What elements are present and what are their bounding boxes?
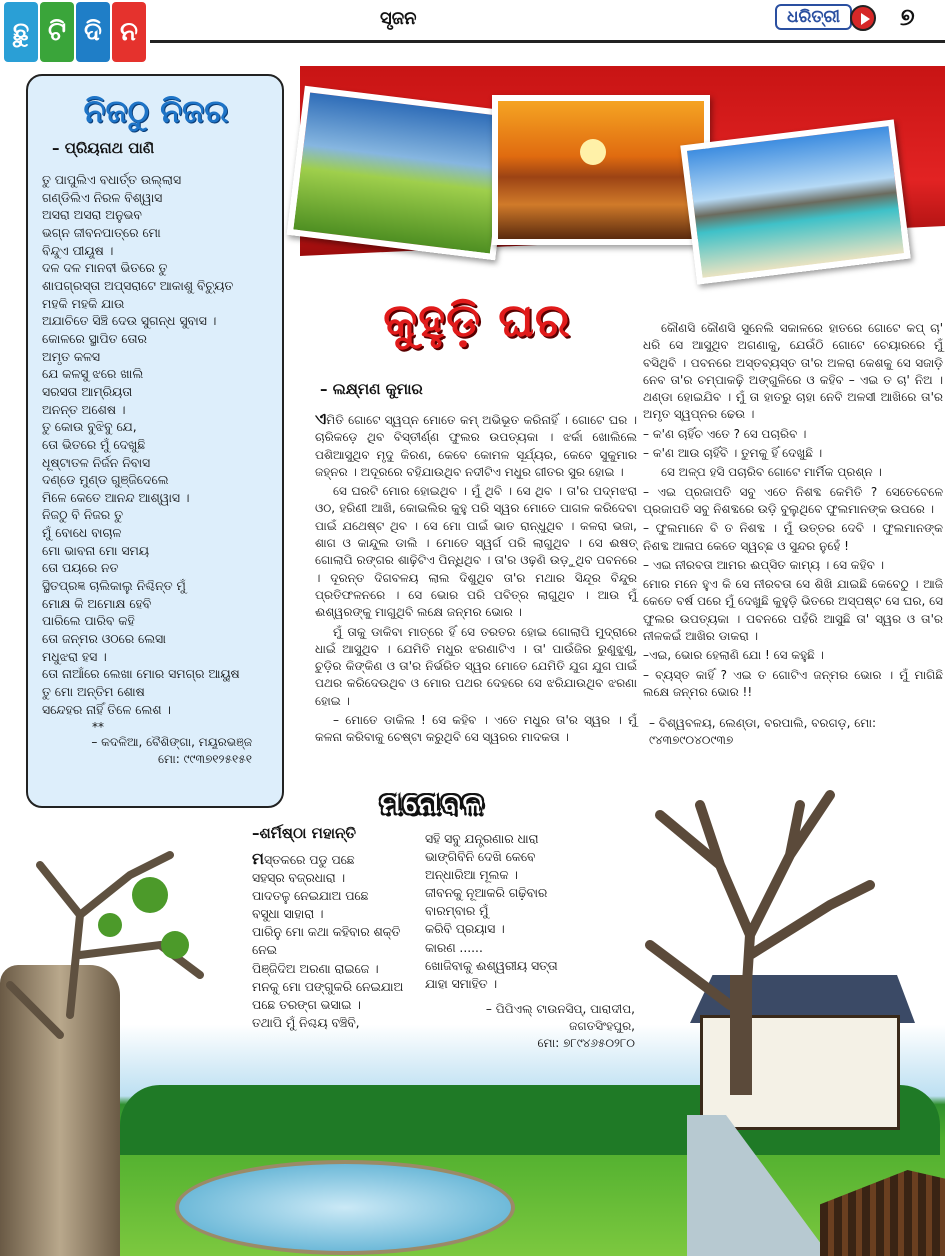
poem2-line-text: ସହସ୍ର ବଜ୍ରଧାରା । — [252, 871, 345, 886]
poem-box — [26, 74, 284, 808]
poem2-line-text: ପାଦତଳୁ ନେଇଯାଅ ପଛେ — [252, 889, 369, 904]
poem2-line — [252, 850, 422, 869]
poem-line: କୋଳରେ ସ୍ଥାପିତ ତୋର — [42, 330, 147, 346]
article-column-2 — [643, 320, 943, 749]
poem-line: ମଧୁଝରା ହସ । — [42, 648, 107, 664]
poem2-credit-place: – ପିପିଏଲ୍ ଟାଉନସିପ୍, ପାରାଦୀପ, — [485, 1001, 635, 1016]
poem2-line-text: ମନକୁ ମୋ ପଙ୍ଗୁକରି ନେଇଯାଅ — [252, 979, 404, 994]
poem-line: ଅଯାଚିତେ ସିଞ୍ଚି ଦେଉ ସୁଗନ୍ଧ ସୁବାସ । — [42, 313, 217, 329]
article-paragraph — [315, 410, 637, 481]
poem-credit-phone: ମୋ: ୯୯୩୭୧୨୫୧୫୧ — [158, 752, 252, 767]
poem-author: – ପ୍ରିୟନାଥ ପାଣି — [52, 139, 155, 157]
poem2-credit-district: ଜଗତସିଂହପୁର, — [569, 1018, 635, 1033]
poem2-line — [252, 978, 422, 996]
article-paragraph: – ବ୍ୟସ୍ତ କାହିଁ ? ଏଇ ତ ଗୋଟିଏ ଜନ୍ମର ଭୋର । ମୁଁ ମାଗିଛି ଲକ୍ଷେ ଜନ୍ମର ଭୋର !! — [643, 667, 943, 699]
poem-line: ତୁ ମୋ ଅନ୍ତିମ ଶୋଷ — [42, 684, 145, 700]
section-title: ସୃଜନ — [380, 8, 417, 29]
poem2-line-text: ତଥାପି ମୁଁ ନିଶ୍ଚୟ ବଞ୍ଚିବି, — [252, 1015, 360, 1030]
article-author: – ଲକ୍ଷ୍ମଣ କୁମାର — [320, 380, 423, 398]
poem-line: ତୋ ଜନ୍ମର ଓଠରେ ଲେସା — [42, 631, 166, 647]
sun-graphic — [580, 139, 606, 165]
paragraph-text: ମିତି ଗୋଟେ ସ୍ୱପ୍ନ ମୋତେ କମ୍ ଅଭିଭୂତ କରିନାହିଁ । ଗୋଟେ ଘର । ଚାରିକଡ଼େ ଥିବ ବିସ୍ତୀର୍ଣ୍ଣ ଫୁଲର ଉପତ୍ୟକା । ଝର୍କା ଖୋଲିଲେ ପଶିଆସୁଥିବ ମୃଦୁ କିରଣ, କେବେ କୋମଳ ସୂର୍ଯ୍ୟର, କେବେ ସୁକୁମାର ଜହ୍ନର । ଅଦୂରରେ ବହିଯାଉଥିବ ନଦୀଟିଏ ମଧୁର ଗୀତର ସୁର ହୋଇ । — [315, 413, 637, 479]
poem2-line — [252, 996, 422, 1014]
poem2-line — [252, 905, 422, 923]
sunset-photo — [492, 95, 710, 245]
poem-line: ତୋ ପୟରେ ନତ — [42, 560, 119, 576]
poem-line: ଦଳ ଦଳ ମାନବୀ ଭିତରେ ତୁ — [42, 260, 168, 276]
poem-line: ମୋ ଭାବନା ମୋ ସମୟ — [42, 542, 149, 558]
poem2-line: ସହି ସବୁ ଯନ୍ତ୍ରଣାର ଧାରା — [425, 832, 539, 846]
poem-line: ଦଣ୍ଡେ ମୁଣ୍ଡ ଗୁଞ୍ଜିଦେଲେ — [42, 472, 169, 488]
bare-tree — [600, 775, 880, 1095]
poem-line: ତୁ ପାପୁଲିଏ ବଧାର୍ତ୍ତ ଉଲ୍ଲାସ — [42, 172, 182, 187]
poem-line: ପାରିଲେ ପାରିବ କହି — [42, 613, 135, 629]
article-title: କୁହୁଡ଼ି ଘର — [383, 293, 571, 347]
paragraph-text: ମୁଁ ତାକୁ ଡାକିବା ମାତ୍ରେ ହିଁ ସେ ତରତର ହୋଇ ଗୋଲାପି ମୁଦ୍ରାରେ ଧାଇଁ ଆସୁଥିବ । ଯେମିତି ମଧୁର ଝରଣାଟିଏ । ତା' ପାଉଁଜିର ରୁଣୁଝୁଣୁ, ଚୁଡ଼ିର କିଙ୍କିଣ ଓ ତା'ର ନିର୍ଭରିତ ସ୍ୱର ମୋତେ ଯେମିତି ଯୁଗ ଯୁଗ ପାଇଁ ପଥର କରିଦେଉଥିବ ଓ ମୋର ପଥର ଦେହରେ ସେ ଝରିଯାଉଥିବ ଝରଣା ହୋଇ । — [315, 624, 637, 708]
poem2-line — [252, 869, 422, 887]
poem-line: ତୋ ନାଆଁରେ ଲେଖା ମୋର ସମଗ୍ର ଆୟୁଷ — [42, 666, 240, 682]
article-paragraph: ସେ ଅଳ୍ପ ହସି ପଚାରିବ ଗୋଟେ ମାର୍ମିକ ପ୍ରଶ୍ନ । — [661, 465, 882, 480]
poem-line: ବିନ୍ଦୁଏ ପୀୟୂଷ । — [42, 242, 114, 258]
poem-line: ଅମୃତ କଳସ — [42, 348, 100, 364]
poem-line: ମୁଁ ବୋଧେ ବାଚାଳ — [42, 525, 122, 541]
poem-line: ଧୂଷ୍ଟାତଳ ନିର୍ଜନ ନିବାସ — [42, 454, 151, 470]
poem2-line: ଅନ୍ଧାରିଆ ମୂଲକ । — [425, 868, 518, 883]
poem2-line-text: ପାରିନୁ ମୋ କଥା କହିବାର ଶକ୍ତି — [252, 925, 401, 940]
play-icon — [850, 5, 876, 31]
poem-line: ସରସତା ଆମ୍ରିୟତା — [42, 383, 133, 399]
poem-line: ଭଗ୍ନ ଜୀବନପାତ୍ରେ ମୋ — [42, 224, 161, 240]
paragraph-text: – ମୋତେ ଡାକିଲ ! ସେ କହିବ । ଏତେ ମଧୁର ତା'ର ସ୍ୱର । ମୁଁ କଳନା କରିବାକୁ ଚେଷ୍ଟା କରୁଥିବି ସେ ସ୍ୱରର ମାଦକତା । — [315, 713, 637, 745]
poem2-line — [252, 887, 422, 905]
newspaper-logo: ଧରିତ୍ରୀ — [775, 4, 852, 30]
article-paragraph — [315, 483, 637, 621]
poem2-title: ମନୋବଳ — [380, 787, 485, 820]
poem-line: ଶାପଗ୍ରସ୍ତା ଅପ୍ସରାଟେ ଆକାଶୁ ବିଚ୍ୟୁତ — [42, 277, 234, 293]
page-number: ୭ — [900, 3, 915, 31]
article-paragraph: – ଏଇ ପ୍ରଜାପତି ସବୁ ଏତେ ନିଶବ୍ଦ କେମିତି ? ସେତେବେଳେ ପ୍ରଜାପତି ସବୁ ନିଶବ୍ଦରେ ଉଡ଼ି ବୁଲୁଥିବେ ଫୁଲମାନଙ୍କ ଉପରେ । — [643, 484, 943, 516]
poem2-author: –ଶର୍ମିଷ୍ଠା ମହାନ୍ତି — [252, 824, 357, 842]
poem2-line: ଖୋଜିବାକୁ ଈଶ୍ୱରୀୟ ସତ୍ତା — [425, 958, 558, 973]
poem2-credit-phone: ମୋ: ୭୮୯୪୬୫୦୨୮୦ — [537, 1035, 635, 1050]
poem2-line-text: ସ୍ତକରେ ପଡୁ ପଛେ — [263, 853, 355, 867]
article-column-1 — [315, 410, 637, 749]
brand-letter: ଛୁ — [4, 2, 38, 62]
poem2-line-text: ନେଇ — [252, 943, 277, 958]
drop-cap: ମ — [252, 849, 264, 868]
poem2-line: ଭାଙ୍ଗିବିନି ଦେଖି କେବେ — [425, 850, 536, 865]
poem-line: ତୁ କୋଉ ବୁଝିବୁ ଯେ, — [42, 419, 137, 435]
article-paragraph: କୌଣସି କୌଣସି ସୁନେଲି ସକାଳରେ ହାତରେ ଗୋଟେ କପ୍ ଚା' ଧରି ସେ ଆସୁଥିବ ଅଗଣାକୁ, ଯେଉଁଠି ଗୋଟେ ଚେୟାରରେ ମୁଁ ବସିଥିବି । ପବନରେ ଅସ୍ତବ୍ୟସ୍ତ ତା'ର ଅଳରା କେଶକୁ ସେ ସଜାଡ଼ି ନେବ ତା'ର ଚମ୍ପାକଢ଼ି ଅଙ୍ଗୁଳିରେ ଓ କହିବ – ଏଇ ତ ଚା' ନିଅ । ଥଣ୍ଡା ହୋଇଯିବ । ମୁଁ ତା ହାତରୁ ଚାହା ନେବି ଅଳସୀ ଆଖିରେ ତା'ର ଅମୃତ ସ୍ୱପ୍ନର ଢେଉ । — [643, 321, 943, 422]
bare-branches — [0, 835, 230, 1256]
article-paragraph — [315, 712, 637, 747]
brand-letter: ନ — [112, 2, 146, 62]
poem-title: ନିଜଠୁ ନିଜର — [83, 92, 229, 130]
poem-credit-place: – କଦଳିଆ, ବୈଶିଙ୍ଗା, ମୟୂରଭଞ୍ଜ — [91, 735, 252, 750]
article-paragraph: – ଏଇ ନୀରବତା ଆମର ଈପ୍ସିତ କାମ୍ୟ । ସେ କହିବ । — [643, 557, 885, 572]
garden-bench — [820, 1170, 945, 1256]
poem2-line: ଜୀବନକୁ ନୂଆକରି ଗଢ଼ିବାର — [425, 886, 548, 901]
poem2-line-text: ପିଞ୍ଜିଦିଅ ଅରଣା ରାଇଜେ । — [252, 961, 379, 976]
brand-letter: ଦି — [76, 2, 110, 62]
poem-line: ସ୍ଥିତପ୍ରଜ୍ଞ ଚାଲିକାଲୁ ନିଶ୍ଚିନ୍ତ ମୁଁ — [42, 578, 186, 594]
poem-line: ମିଳେ କେତେ ଆନନ୍ଦ ଆଶ୍ୱାସ । — [42, 489, 190, 505]
poem2-lines — [425, 830, 635, 993]
poem-line: ମହକି ମହକି ଯାଉ — [42, 295, 125, 311]
poem2-column-1 — [252, 850, 422, 1032]
article-paragraph: –ଏଇ, ଭୋର ହେଲାଣି ଯୋ ! ସେ କହୁଛି । — [643, 648, 824, 663]
masthead-rule — [150, 40, 945, 43]
poem2-line-text: ବସୁଧା ସାହାରା । — [252, 907, 324, 922]
poem-separator: ** — [92, 720, 104, 735]
paragraph-text: ସେ ଘରଟି ମୋର ହୋଇଥିବ । ମୁଁ ଥିବି । ସେ ଥିବ । ତା'ର ପଦ୍ମଝରା ଓଠ, ହରିଣୀ ଆଖି, କୋଇଲିର କୁହୁ ପରି ସ୍ୱର ମୋତେ ପାଗଳ କରିଦେବା ପାଇଁ ଯଥେଷ୍ଟ ଥିବ । ସେ ମୋ ପାଇଁ ଭାତ ରାନ୍ଧୁଥିବ । କଳରା ଭଜା, ଶାଗ ଓ କାନ୍ଦୁଲ ଡାଲି । ମୋତେ ସ୍ୱର୍ଗ ପରି ଲାଗୁଥିବ । ସେ ଈଷତ୍ ଗୋଲାପି ରଙ୍ଗର ଶାଢ଼ିଟିଏ ପିନ୍ଧିଥିବ । ତା'ର ଓଢ଼ଣି ଉଡ଼ୁଥିବ ପବନରେ । ଦୂରନ୍ତ ଦିଗବଳୟ ଲାଲ ଦିଶୁଥିବ ତା'ର ମଥାର ସିନ୍ଦୂର ବିନ୍ଦୁର ପ୍ରତିଫଳନରେ । ସେ ଭୋର ପରି ପବିତ୍ର ଲାଗୁଥିବ । ଆଉ ମୁଁ ଈଶ୍ୱରଙ୍କୁ ମାଗୁଥିବି ଲକ୍ଷେ ଜନ୍ମର ଭୋର । — [315, 484, 637, 620]
landscape-photo — [287, 86, 514, 260]
masthead — [0, 0, 945, 66]
poem-line: ଗଣ୍ଡିଲିଏ ନିରଳ ବିଶ୍ୱାସ — [42, 189, 163, 205]
article-paragraph — [315, 624, 637, 710]
beach-photo — [680, 119, 910, 284]
poem-body — [42, 171, 270, 718]
article-paragraph: ମୋର ମନେ ହୁଏ କି ସେ ନୀରବତା ସେ ଶିଖି ଯାଇଛି କେବେଠୁ । ଆଜି କେତେ ବର୍ଷ ପରେ ମୁଁ ଦେଖୁଛି କୁହୁଡ଼ି ଭିତରେ ଅସ୍ପଷ୍ଟ ସେ ଘର, ସେ ଫୁଲର ଉପତ୍ୟକା । ପବନରେ ପହଁରି ଆସୁଛି ତା' ସ୍ୱର ଓ ତା'ର ନୀଳକଇଁ ଆଖିର ଡାକରା । — [643, 577, 943, 644]
poem-line: ତୋ ଭିତରେ ମୁଁ ଦେଖୁଛି — [42, 436, 146, 452]
article-paragraph: – କ'ଣ ଚାହିଁଚ ଏତେ ? ସେ ପଚାରିବ । — [643, 426, 807, 441]
poem2-line: ଯାହା ସମାହିତ । — [425, 976, 498, 991]
drop-cap: ଏ — [315, 409, 327, 428]
poem2-line-text: ପଛେ ତରଙ୍ଗ ଭସାଇ । — [252, 997, 361, 1012]
poem2-line: ବାରମ୍ବାର ମୁଁ — [425, 904, 489, 919]
poem2-line: କରିବି ପ୍ରୟାସ । — [425, 922, 505, 937]
poem2-line — [252, 923, 422, 941]
poem-line: ମୋକ୍ଷ କି ଅମୋକ୍ଷ ହେବି — [42, 595, 152, 611]
poem-line: ଅସରା ଅସରା ଅନୁଭବ — [42, 207, 142, 223]
article-byline: – ବିଶ୍ୱବଳୟ, ଲେଣ୍ଡା, ବରପାଲି, ବରଗଡ଼, ମୋ: ୯୪୩୭୯୦୪୦୯୩୭ — [649, 716, 876, 748]
poem2-line — [252, 960, 422, 978]
poem2-line — [252, 1014, 422, 1032]
poem2-column-2 — [425, 830, 635, 1052]
article-paragraph: – ଫୁଲମାନେ ବି ତ ନିଶବ୍ଦ । ମୁଁ ଉତ୍ତର ଦେବି । ଫୁଲମାନଙ୍କ ନିଶବ୍ଦ ଆଳାପ କେତେ ସ୍ୱଚ୍ଛ ଓ ସୁନ୍ଦର ନୁହେଁ ! — [643, 521, 943, 553]
poem2-line — [252, 941, 422, 959]
poem2-line: କାରଣ ...... — [425, 940, 483, 955]
poem-line: ଅନନ୍ତ ଅଶେଷ । — [42, 401, 126, 417]
poem-line: ସନ୍ଦେହର ନାହିଁ ତିଳେ ଲେଶ । — [42, 701, 171, 717]
poem-line: ନିଜଠୁ ବି ନିଜର ତୁ — [42, 507, 123, 523]
article-paragraph: – କ'ଣ ଆଉ ଚାହିଁବି । ତୁମକୁ ହିଁ ଦେଖୁଛି । — [643, 446, 823, 461]
brand-letter: ଟି — [40, 2, 74, 62]
poem-line: ଯେ କଳସୁ ଝରେ ଖାଲି — [42, 366, 144, 382]
